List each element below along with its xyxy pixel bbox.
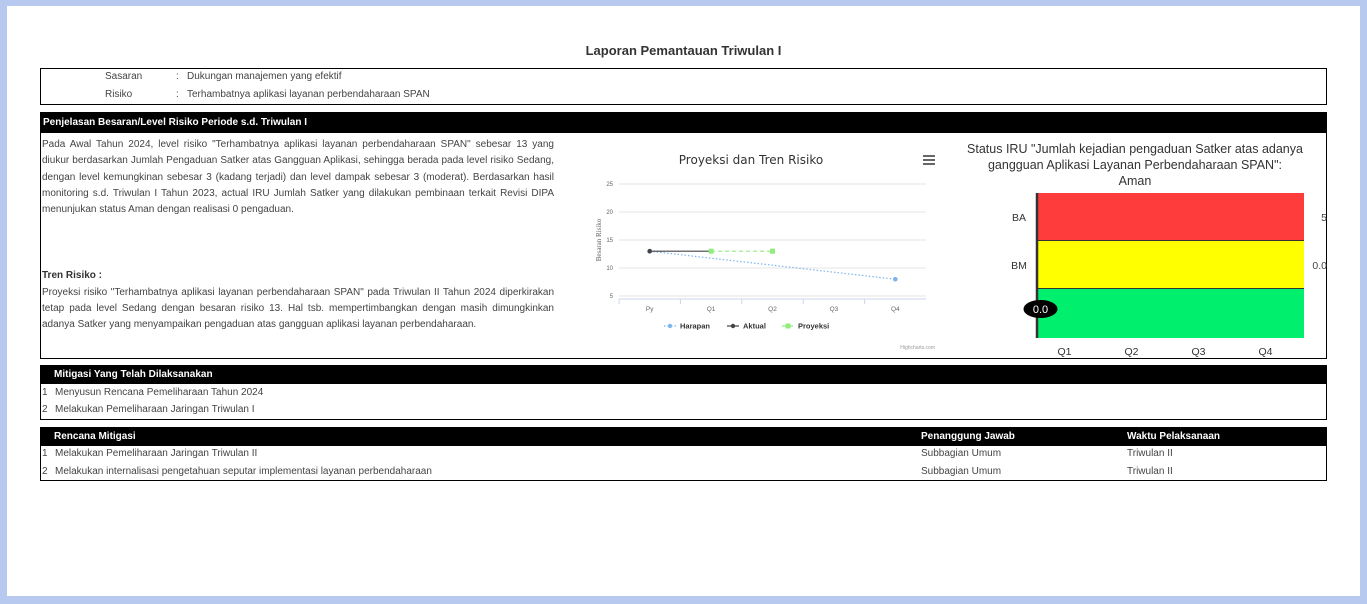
band-threshold: 5 <box>1321 212 1327 224</box>
explanation-text <box>42 137 554 334</box>
risiko-label: Risiko <box>105 89 133 100</box>
status-chart <box>944 139 1326 357</box>
legend-marker <box>731 324 735 328</box>
chart-credits: Highcharts.com <box>900 345 935 351</box>
status-title-line3: Aman <box>1118 174 1152 188</box>
data-point-harapan <box>893 277 898 282</box>
row-time: Triwulan II <box>1127 466 1173 477</box>
y-tick-label: 25 <box>606 182 613 188</box>
x-tick-label: Py <box>645 306 654 313</box>
sasaran-colon: : <box>176 71 179 82</box>
list-item-number: 2 <box>42 404 48 415</box>
status-point-label: 0.0 <box>1032 304 1049 316</box>
explanation-paragraph: Pada Awal Tahun 2024, level risiko "Terhambatnya aplikasi layanan perbendaharaan SPAN" sebesar 13 yang diukur berdasarkan Jumlah Pengaduan Satker atas Gangguan Aplikasi, sehingga berada pada level risiko Sedang, dengan level kemungkinan sebesar 3 (kadang terjadi) dan level dampak sebesar 3 (moderat). Berdasarkan hasil monitoring s.d. Triwulan I Tahun 2023, actual IRU Jumlah Satker yang dilakukan pembinaan terkait Revisi DIPA menunjukan status Aman dengan realisasi 0 pengaduan. <box>42 139 554 216</box>
mitigation-done-header: Mitigasi Yang Telah Dilaksanakan <box>41 366 1326 384</box>
y-tick-label: 5 <box>609 294 613 300</box>
y-axis-title: Besaran Risiko <box>595 218 603 262</box>
band-label: BM <box>1011 260 1027 272</box>
band-threshold: 0.0 <box>1312 260 1327 272</box>
mitigation-plan-section <box>40 427 1327 481</box>
status-x-label: Q3 <box>1191 346 1206 358</box>
trend-paragraph: Proyeksi risiko "Terhambatnya aplikasi layanan perbendaharaan SPAN" pada Triwulan II Tahun 2024 diperkirakan tetap pada level Sedang dengan besaran risiko 13. Hal tsb. mempertimbangkan dengan masih dimungkinkan adanya Satker yang menyampaikan pengaduan atas gangguan aplikasi layanan perbendaharaan. <box>42 286 554 331</box>
data-point-proyeksi <box>709 249 714 254</box>
risiko-value: Terhambatnya aplikasi layanan perbendaharaan SPAN <box>187 89 430 100</box>
trend-chart-title: Proyeksi dan Tren Risiko <box>678 153 824 167</box>
explanation-section <box>40 112 1327 359</box>
data-point-aktual <box>647 249 652 254</box>
x-tick-label: Q3 <box>829 306 839 313</box>
row-pic: Subbagian Umum <box>921 466 1002 477</box>
y-tick-label: 20 <box>606 210 613 216</box>
data-point-proyeksi <box>770 249 775 254</box>
status-title-line1: Status IRU "Jumlah kejadian pengaduan Satker atas adanya <box>967 142 1303 156</box>
risiko-colon: : <box>176 89 179 100</box>
status-x-label: Q4 <box>1258 346 1273 358</box>
list-item-text: Melakukan Pemeliharaan Jaringan Triwulan I <box>55 404 255 415</box>
status-title-line2: gangguan Aplikasi Layanan Perbendaharaan SPAN": <box>987 158 1282 172</box>
row-time: Triwulan II <box>1127 448 1173 459</box>
col-header-time: Waktu Pelaksanaan <box>1127 431 1221 442</box>
list-item-text: Menyusun Rencana Pemeliharaan Tahun 2024 <box>55 387 264 398</box>
list-item-number: 1 <box>42 387 48 398</box>
sasaran-label: Sasaran <box>105 71 143 82</box>
trend-chart-svg <box>561 139 941 354</box>
band-label: BA <box>1011 212 1027 224</box>
report-title: Laporan Pemantauan Triwulan I <box>585 43 782 58</box>
row-number: 1 <box>42 448 48 459</box>
trend-chart <box>561 139 941 354</box>
mitigation-done-section <box>40 365 1327 420</box>
legend-marker <box>786 324 791 329</box>
x-tick-label: Q2 <box>768 306 777 313</box>
status-chart-svg <box>944 139 1326 357</box>
trend-label: Tren Risiko : <box>42 270 103 282</box>
legend-item-harapan <box>664 322 710 331</box>
series-line-harapan <box>650 251 896 279</box>
status-band <box>1036 289 1304 338</box>
legend-marker <box>668 324 672 328</box>
col-header-pic: Penanggung Jawab <box>921 431 1015 442</box>
legend-label: Harapan <box>680 321 711 331</box>
y-tick-label: 15 <box>606 238 613 244</box>
row-number: 2 <box>42 466 48 477</box>
mitigation-plan-header: Rencana Mitigasi <box>41 428 1326 446</box>
sasaran-value: Dukungan manajemen yang efektif <box>187 71 342 82</box>
report-page <box>7 6 1360 596</box>
explanation-header: Penjelasan Besaran/Level Risiko Periode s.d. Triwulan I <box>41 113 1326 133</box>
status-x-label: Q1 <box>1057 346 1072 358</box>
legend-item-proyeksi <box>782 322 829 331</box>
status-band <box>1036 241 1304 289</box>
row-text: Melakukan internalisasi pengetahuan seputar implementasi layanan perbendaharaan <box>55 466 432 477</box>
status-x-label: Q2 <box>1124 346 1139 358</box>
row-text: Melakukan Pemeliharaan Jaringan Triwulan II <box>55 448 258 459</box>
x-tick-label: Q4 <box>890 306 900 313</box>
legend-item-aktual <box>727 322 766 331</box>
legend-label: Proyeksi <box>798 321 830 331</box>
row-pic: Subbagian Umum <box>921 448 1002 459</box>
status-band <box>1036 193 1304 241</box>
y-tick-label: 10 <box>606 266 613 272</box>
target-info-box <box>40 68 1327 105</box>
legend-label: Aktual <box>743 321 766 331</box>
x-tick-label: Q1 <box>706 306 716 313</box>
